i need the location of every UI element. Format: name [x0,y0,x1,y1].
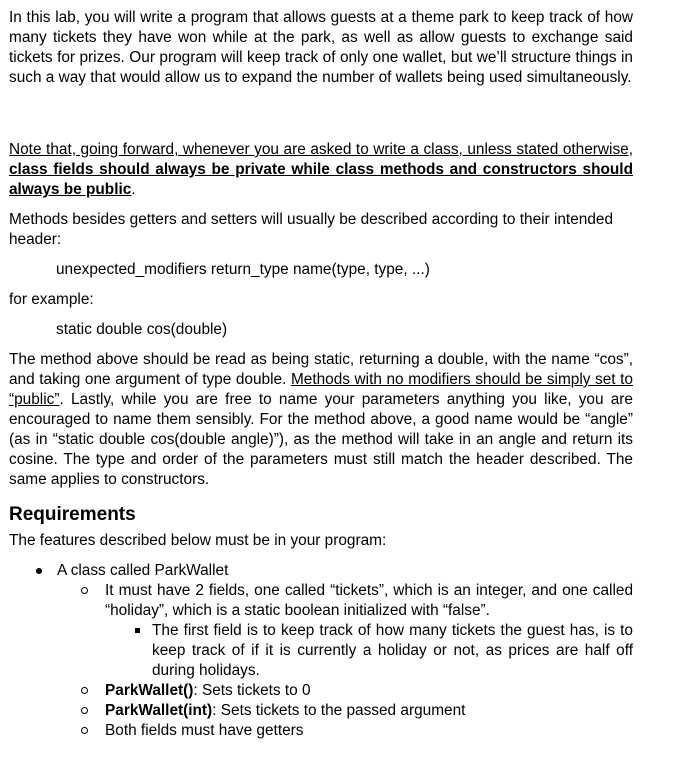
document-page [9,8,633,741]
getters-item-text: Both fields must have getters [105,722,304,739]
explanation-paragraph [9,350,633,490]
circle-bullet-icon [81,687,88,694]
list-item-ctor-int [57,701,633,721]
class-item-text: A class called ParkWallet [57,562,229,579]
bullet-icon [36,568,42,574]
note-period: . [131,181,136,198]
features-intro: The features described below must be in your program: [9,532,387,549]
explanation-text-2: . Lastly, while you are free to name your parameters anything you like, you are encouraged to name them sensibly. For the method above, a good name would be “angle” (as in “static double cos(double angle)”), as the method will take in an angle and return its cosine. The type and order of the parameters must still match the header described. The same applies to constructors. [9,391,633,488]
header-format-line: unexpected_modifiers return_type name(type, type, ...) [56,261,430,278]
intro-paragraph: In this lab, you will write a program that allows guests at a theme park to keep track of how many tickets they have won while at the park, as well as allow guests to exchange said tickets for prizes. Our program will keep track of only one wallet, but we’ll structure things in such a way that would allow us to expand the number of wallets being used simultaneously. [9,9,633,86]
methods-intro-paragraph: Methods besides getters and setters will usually be described according to their intended header: [9,211,613,248]
explanation-underlined-text: Methods with no modifiers should be simply set to “public” [9,371,633,408]
circle-bullet-icon [81,707,88,714]
square-bullet-icon [135,628,140,633]
list-item-fields [57,581,633,681]
ctor2-name: ParkWallet(int) [105,702,213,719]
list-item-getters [57,721,633,741]
example-header-line: static double cos(double) [56,321,228,338]
explanation-text-1: The method above should be read as being static, returning a double, with the name “cos”, and taking one argument of type double. [9,351,633,388]
circle-bullet-icon [81,727,88,734]
list-item-class [9,561,633,741]
ctor1-desc: : Sets tickets to 0 [193,682,311,699]
fields-detail-text: The first field is to keep track of how many tickets the guest has, is to keep track of if it is currently a holiday or not, as prices are half off during holidays. [152,622,633,679]
for-example-text: for example: [9,291,94,308]
note-underlined-text: Note that, going forward, whenever you are asked to write a class, unless stated otherwise, [9,141,633,158]
ctor2-desc: : Sets tickets to the passed argument [212,702,466,719]
note-paragraph [9,140,633,200]
list-item-ctor-default [57,681,633,701]
requirements-heading: Requirements [9,504,136,525]
ctor1-name: ParkWallet() [105,682,194,699]
list-item-fields-detail [105,621,633,681]
circle-bullet-icon [81,587,88,594]
fields-item-text: It must have 2 fields, one called “tickets”, which is an integer, and one called “holiday”, which is a static boolean initialized with “false”. [105,582,633,619]
note-bold-text: class fields should always be private while class methods and constructors should always be public [9,161,633,198]
